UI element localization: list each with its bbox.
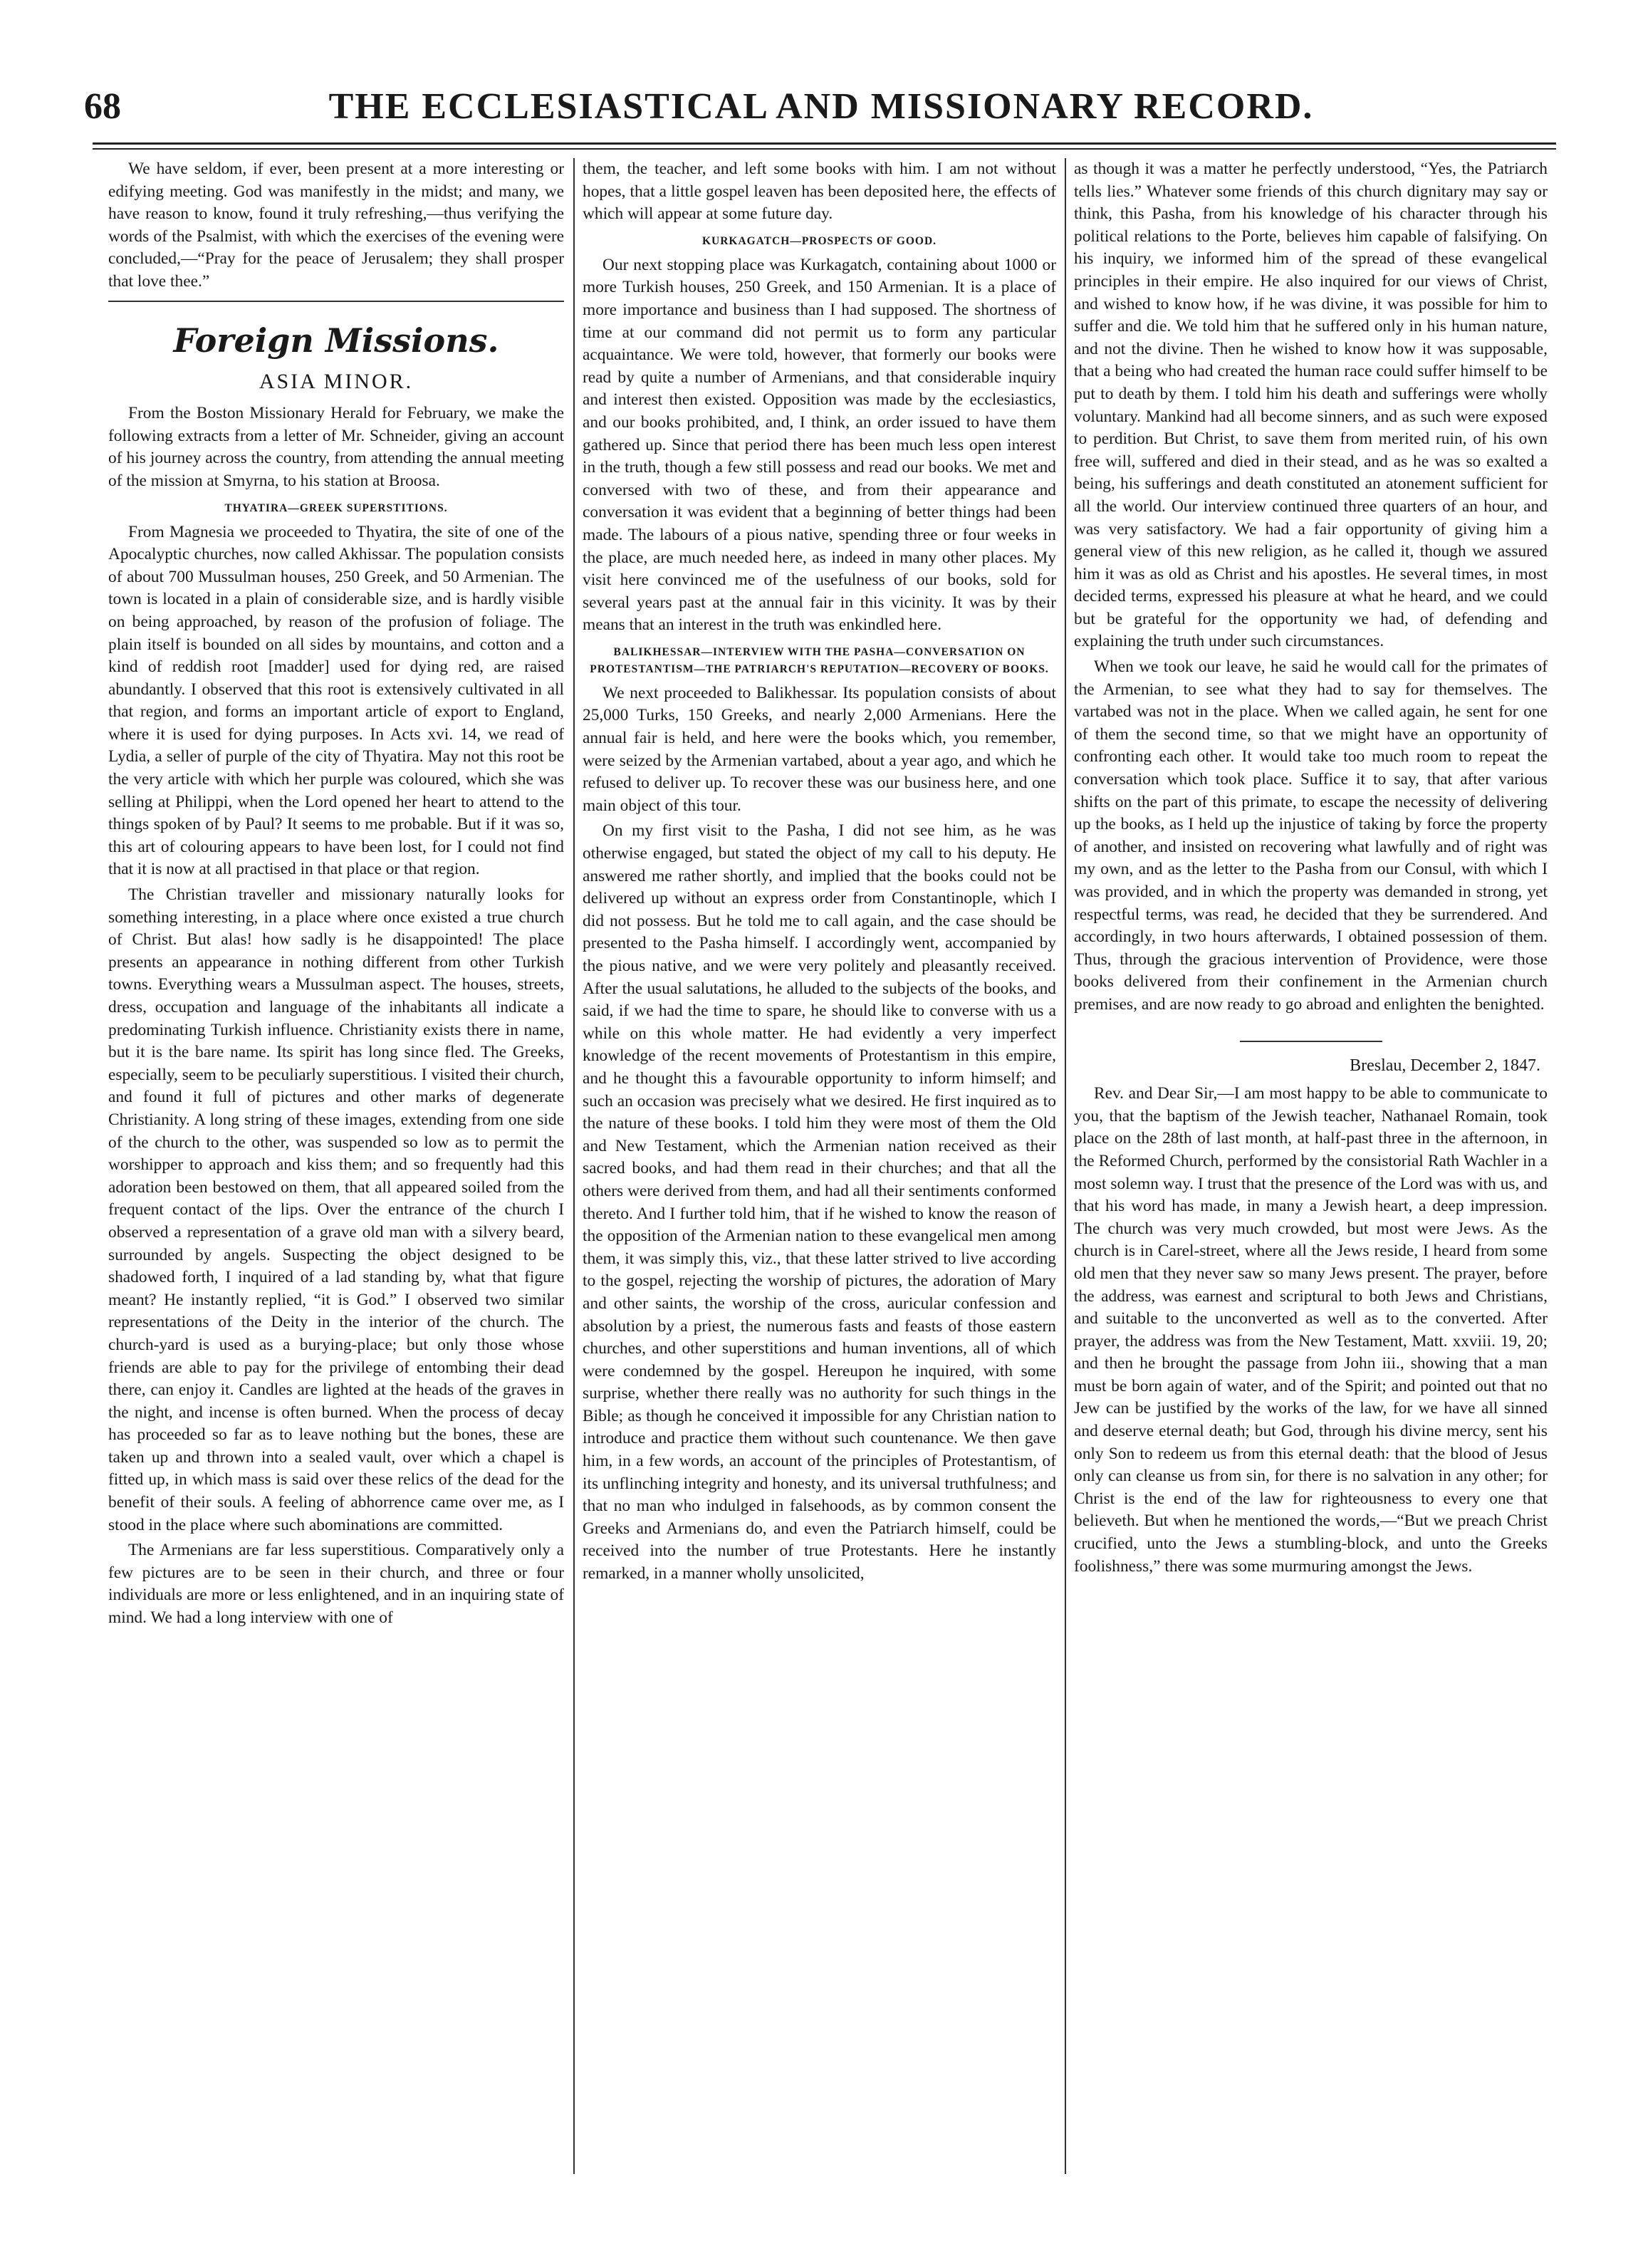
- column-3: [1074, 158, 1548, 2174]
- page-number: 68: [84, 86, 121, 127]
- running-title: THE ECCLESIASTICAL AND MISSIONARY RECORD.: [328, 86, 1314, 127]
- paragraph: We next proceeded to Balikhessar. Its population consists of about 25,000 Turks, 150 Greeks, and nearly 2,000 Armenians. Here the annual fair is held, and here were the books which, you remember, were seized by the Armenian vartabed, about a year ago, and which he refused to deliver up. To recover these was our business here, and one main object of this tour.: [583, 683, 1056, 815]
- subhead-kurkagatch: KURKAGATCH—PROSPECTS OF GOOD.: [701, 234, 937, 247]
- paragraph: When we took our leave, he said he would call for the primates of the Armenian, to see what they had to say for themselves. The vartabed was not in the place. When we called again, he sent for one of them the second time, so that we might have an opportunity of confronting each other. It would take too much room to repeat the conversation which took place. Suffice it to say, that after various shifts on the part of this primate, to escape the necessity of delivering up the books, as I held up the injustice of taking by force the property of another, and insisted on recovering what lawfully and of right was my own, and as the letter to the Pasha from our Consul, with which I was provided, and in which the property was demanded in strong, yet respectful terms, was read, he decided that they be surrendered. And accordingly, in two hours afterwards, I obtained possession of them. Thus, through the gracious intervention of Providence, were those books delivered from their confinement in the Armenian church premises, and are now ready to go abroad and enlighten the benighted.: [1074, 657, 1548, 1014]
- masthead: [84, 85, 1558, 135]
- paragraph: Our next stopping place was Kurkagatch, containing about 1000 or more Turkish houses, 250 Greek, and 150 Armenian. It is a place of more importance and business than I had supposed. The shortness of time at our command did not permit us to form any particular acquaintance. We were told, however, that formerly our books were read by quite a number of Armenians, and that considerable inquiry and interest then existed. Opposition was made by the ecclesiastics, and our books prohibited, and, I think, an order issued to have them gathered up. Since that period there has been much less open interest in the truth, though a few still possess and read our books. We met and conversed with two of these, and from their appearance and conversation it was evident that a beginning of better things had been made. The labours of a pious native, spending three or four weeks in the place, are much needed here, as indeed in many other places. My visit here convinced me of the usefulness of our books, sold for several years past at the annual fair in this vicinity. It was by their means that an interest in the truth was enkindled here.: [583, 255, 1056, 635]
- lead-paragraph: From the Boston Missionary Herald for February, we make the following extracts from a letter of Mr. Schneider, giving an account of his journey across the country, from attending the annual meeting of the mission at Smyrna, to his station at Broosa.: [108, 404, 564, 490]
- paragraph: The Christian traveller and missionary naturally looks for something interesting, in a place where once existed a true church of Christ. But alas! how sadly is he disappointed! The place presents an appearance in nothing different from other Turkish towns. Everything wears a Mussulman aspect. The houses, streets, dress, occupation and language of the inhabitants all indicate a predominating Turkish influence. Christianity exists there in name, but it is the bare name. Its spirit has long since fled. The Greeks, especially, seem to be peculiarly superstitious. I visited their church, and found it full of pictures and other marks of degenerate Christianity. A long string of these images, extending from one side of the church to the other, was suspended so low as to permit the worshipper to approach and kiss them; and so frequently had this adoration been bestowed on them, that all appeared soiled from the frequent contact of the lips. Over the entrance of the church I observed a representation of a grave old man with a silvery beard, surrounded by angels. Suspecting the object designed to be shadowed forth, I inquired of a lad standing by, what that figure meant? He instantly replied, “it is God.” I observed two similar representations of the Deity in the interior of the church. The church-yard is used as a burying-place; but only those whose friends are able to pay for the privilege of entombing their dead there, can enjoy it. Candles are lighted at the heads of the graves in the night, and incense is often burned. When the process of decay has proceeded so far as to leave nothing but the bones, these are taken up and thrown into a sealed vault, over which a chapel is fitted up, in which mass is said over these relics of the dead for the benefit of their souls. A feeling of abhorrence came over me, as I stood in the place where such abominations are committed.: [108, 885, 564, 1534]
- paragraph: The Armenians are far less superstitious. Comparatively only a few pictures are to be seen in their church, and three or four individuals are more or less enlightened, and in an inquiring state of mind. We had a long interview with one of: [108, 1541, 564, 1628]
- section-title: Foreign Missions.: [173, 321, 499, 360]
- intro-paragraph: We have seldom, if ever, been present at a more interesting or edifying meeting. God was manifestly in the midst; and many, we have reason to know, found it truly refreshing,—thus verifying the words of the Psalmist, with which the exercises of the evening were concluded,—“Pray for the peace of Jerusalem; they shall prosper that love thee.”: [108, 160, 564, 291]
- section-rule: [108, 301, 564, 302]
- paragraph: From Magnesia we proceeded to Thyatira, the site of one of the Apocalyptic churches, now called Akhissar. The population consists of about 700 Mussulman houses, 250 Greek, and 50 Armenian. The town is located in a plain of considerable size, and is hardly visible on being approached, by reason of the profusion of foliage. The plain itself is bounded on all sides by mountains, and cotton and a kind of reddish root [madder] used for dying red, are raised abundantly. I observed that this root is extensively cultivated in all that region, and forms an important article of export to England, where it is used for dying purposes. In Acts xvi. 14, we read of Lydia, a seller of purple of the city of Thyatira. May not this root be the very article with which her purple was coloured, which she was selling at Philippi, when the Lord opened her heart to attend to the things spoken of by Paul? It seems to me probable. But if it was so, this art of colouring appears to have been lost, for I could not find that it is now at all practised in that place or that region.: [108, 522, 564, 879]
- masthead-rule: [93, 142, 1556, 150]
- article-separator: [1240, 1041, 1382, 1042]
- dateline: Breslau, December 2, 1847.: [1350, 1056, 1540, 1075]
- paragraph: Rev. and Dear Sir,—I am most happy to be able to communicate to you, that the baptism of the Jewish teacher, Nathanael Romain, took place on the 28th of last month, at half-past three in the afternoon, in the Reformed Church, performed by the consistorial Rath Wachler in a most solemn way. I trust that the presence of the Lord was with us, and that his word has made, in many a Jewish heart, a deep impression. The church was very much crowded, but most were Jews. As the church is in Carel-street, where all the Jews reside, I heard from some old men that they never saw so many Jews present. The prayer, before the address, was earnest and scriptural to both Jews and Christians, and suitable to the unconverted as well as to the converted. After prayer, the address was from the New Testament, Matt. xxviii. 19, 20; and then he brought the passage from John iii., showing that a man must be born again of water, and of the Spirit; and pointed out that no Jew can be justified by the works of the law, for we have all sinned and deserve eternal death; but God, through his divine mercy, sent his only Son to redeem us from this eternal death: that the blood of Jesus only can cleanse us from sin, for there is no salvation in any other; for Christ is the end of the law for righteousness to every one that believeth. But when he mentioned the words,—“But we preach Christ crucified, unto the Jews a stumbling-block, and unto the Greeks foolishness,” there was some murmuring amongst the Jews.: [1074, 1084, 1548, 1576]
- column-divider: [1065, 158, 1066, 2174]
- paragraph: them, the teacher, and left some books with him. I am not without hopes, that a little gospel leaven has been deposited here, the effects of which will appear at some future day.: [583, 160, 1056, 224]
- column-1: [108, 158, 564, 2174]
- region-title: ASIA MINOR.: [259, 369, 414, 393]
- subhead-balikhessar: BALIKHESSAR—INTERVIEW WITH THE PASHA—CONVERSATION ON PROTESTANTISM—THE PATRIARCH'S REPUTATION—RECOVERY OF BOOKS.: [590, 645, 1049, 675]
- paragraph: as though it was a matter he perfectly understood, “Yes, the Patriarch tells lies.” Whatever some friends of this church dignitary may say or think, this Pasha, from his knowledge of his character through his political relations to the Porte, believes him capable of falsifying. On his inquiry, we informed him of the spread of these evangelical principles in their empire. He also inquired for our views of Christ, and wished to know how, if he was divine, it was possible for him to suffer and die. We told him that he suffered only in his human nature, and not the divine. Then he wished to know how it was supposable, that a being who had created the human race could suffer himself to be put to death by them. I told him his death and sufferings were wholly voluntary. Mankind had all become sinners, and as such were exposed to perdition. But Christ, to save them from merited ruin, of his own free will, suffered and died in their stead, and as he was so exalted a being, his sufferings and death constituted an atonement sufficient for all the world. Our interview continued three quarters of an hour, and was very satisfactory. We had a fair opportunity of giving him a general view of this new religion, as he called it, though we assured him it was as old as Christ and his apostles. He several times, in most decided terms, expressed his pleasure at what he heard, and we could but be grateful for the opportunity we had, of defending and explaining the truth under such circumstances.: [1074, 160, 1548, 651]
- column-divider: [573, 158, 575, 2174]
- subhead-thyatira: THYATIRA—GREEK SUPERSTITIONS.: [224, 501, 448, 514]
- paragraph: On my first visit to the Pasha, I did not see him, as he was otherwise engaged, but stated the object of my call to his deputy. He answered me rather shortly, and implied that the books could not be delivered up without an express order from Constantinople, which I did not possess. But he told me to call again, and the case should be presented to the Pasha himself. I accordingly went, accompanied by the pious native, and we were very politely and pleasantly received. After the usual salutations, he alluded to the subjects of the books, and said, if we had the time to spare, he should like to converse with us a while on this whole matter. He had evidently a very imperfect knowledge of the recent movements of Protestantism in this empire, and he thought this a favourable opportunity to inform himself; and such an occasion was precisely what we desired. He first inquired as to the nature of these books. I told him they were most of them the Old and New Testament, which the Armenian nation received as their sacred books, and had them read in their churches; and that all the others were derived from them, and had all their sentiments conformed thereto. And I further told him, that if he wished to know the reason of the opposition of the Armenian nation to these evangelical men among them, it was simply this, viz., that these latter strived to live according to the gospel, rejecting the worship of pictures, the adoration of Mary and other saints, the worship of the cross, auricular confession and absolution by a priest, the numerous fasts and feasts of those eastern churches, and other superstitions and human inventions, all of which were condemned by the gospel. Hereupon he inquired, with some surprise, whether there really was no authority for such things in the Bible; as though he conceived it impossible for any Christian nation to introduce and practice them without such countenance. We then gave him, in a few words, an account of the principles of Protestantism, of its unflinching integrity and honesty, and its universal truthfulness; and that no man who indulged in falsehoods, as by common consent the Greeks and Armenians do, and even the Patriarch himself, could be received into the number of true Protestants. Here he instantly remarked, in a manner wholly unsolicited,: [583, 821, 1056, 1583]
- column-2: [583, 158, 1056, 2174]
